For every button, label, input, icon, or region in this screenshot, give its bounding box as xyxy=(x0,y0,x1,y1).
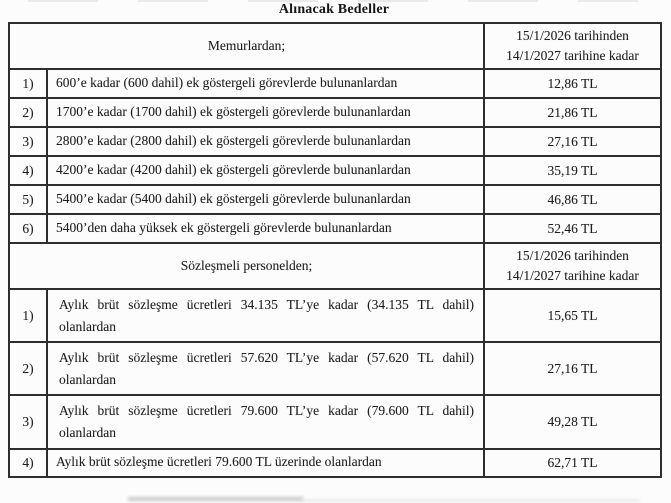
table-row xyxy=(9,395,661,448)
row-number: 4) xyxy=(9,156,47,185)
row-number: 3) xyxy=(9,395,47,448)
period-header-sozlesmeli xyxy=(484,243,661,289)
row-description: 4200’e kadar (4200 dahil) ek göstergeli görevlerde bulunanlardan xyxy=(47,156,484,185)
row-number: 3) xyxy=(9,127,47,156)
row-number: 2) xyxy=(9,342,47,395)
table-row xyxy=(9,156,661,185)
scan-artifact-bottom xyxy=(128,497,303,501)
section-header-row-memur xyxy=(9,23,661,69)
table-row xyxy=(9,185,661,214)
period-line-2: 14/1/2027 tarihine kadar xyxy=(506,268,639,283)
section-header-memur: Memurlardan; xyxy=(9,23,484,69)
row-fee: 27,16 TL xyxy=(484,342,661,395)
row-description: Aylık brüt sözleşme ücretleri 34.135 TL’ye kadar (34.135 TL dahil) olanlardan xyxy=(47,289,484,342)
table-row xyxy=(9,69,661,98)
table-row xyxy=(9,127,661,156)
period-line-1: 15/1/2026 tarihinden xyxy=(516,248,629,264)
row-fee: 49,28 TL xyxy=(484,395,661,448)
row-fee: 46,86 TL xyxy=(484,185,661,214)
row-number: 5) xyxy=(9,185,47,214)
row-description: 5400’e kadar (5400 dahil) ek göstergeli görevlerde bulunanlardan xyxy=(47,185,484,214)
period-header-memur xyxy=(484,23,661,69)
row-fee: 62,71 TL xyxy=(484,449,661,477)
table-row xyxy=(9,342,661,395)
period-line-1: 15/1/2026 tarihinden xyxy=(516,28,629,44)
row-fee: 12,86 TL xyxy=(484,69,661,98)
row-number: 2) xyxy=(9,98,47,127)
row-number: 1) xyxy=(9,69,47,98)
table-row xyxy=(9,98,661,127)
row-number: 6) xyxy=(9,214,47,243)
table-row xyxy=(9,289,661,342)
row-description: 1700’e kadar (1700 dahil) ek göstergeli görevlerde bulunanlardan xyxy=(47,98,484,127)
scan-artifact-bottom xyxy=(300,499,640,502)
row-fee: 21,86 TL xyxy=(484,98,661,127)
row-description: Aylık brüt sözleşme ücretleri 79.600 TL’ye kadar (79.600 TL dahil) olanlardan xyxy=(47,395,484,448)
table-row xyxy=(9,214,661,243)
row-description: 5400’den daha yüksek ek göstergeli görevlerde bulunanlardan xyxy=(47,214,484,243)
row-fee: 27,16 TL xyxy=(484,127,661,156)
row-fee: 15,65 TL xyxy=(484,289,661,342)
section-header-row-sozlesmeli xyxy=(9,243,661,289)
row-fee: 52,46 TL xyxy=(484,214,661,243)
row-description: Aylık brüt sözleşme ücretleri 79.600 TL üzerinde olanlardan xyxy=(47,449,484,477)
row-description: Aylık brüt sözleşme ücretleri 57.620 TL’ye kadar (57.620 TL dahil) olanlardan xyxy=(47,342,484,395)
row-number: 1) xyxy=(9,289,47,342)
row-fee: 35,19 TL xyxy=(484,156,661,185)
fees-table xyxy=(8,22,662,478)
row-description: 2800’e kadar (2800 dahil) ek göstergeli görevlerde bulunanlardan xyxy=(47,127,484,156)
section-header-sozlesmeli: Sözleşmeli personelden; xyxy=(9,243,484,289)
table-row xyxy=(9,449,661,477)
period-line-2: 14/1/2027 tarihine kadar xyxy=(506,48,639,63)
page-title: Alınacak Bedeller xyxy=(278,2,390,17)
row-description: 600’e kadar (600 dahil) ek göstergeli görevlerde bulunanlardan xyxy=(47,69,484,98)
row-number: 4) xyxy=(9,449,47,477)
